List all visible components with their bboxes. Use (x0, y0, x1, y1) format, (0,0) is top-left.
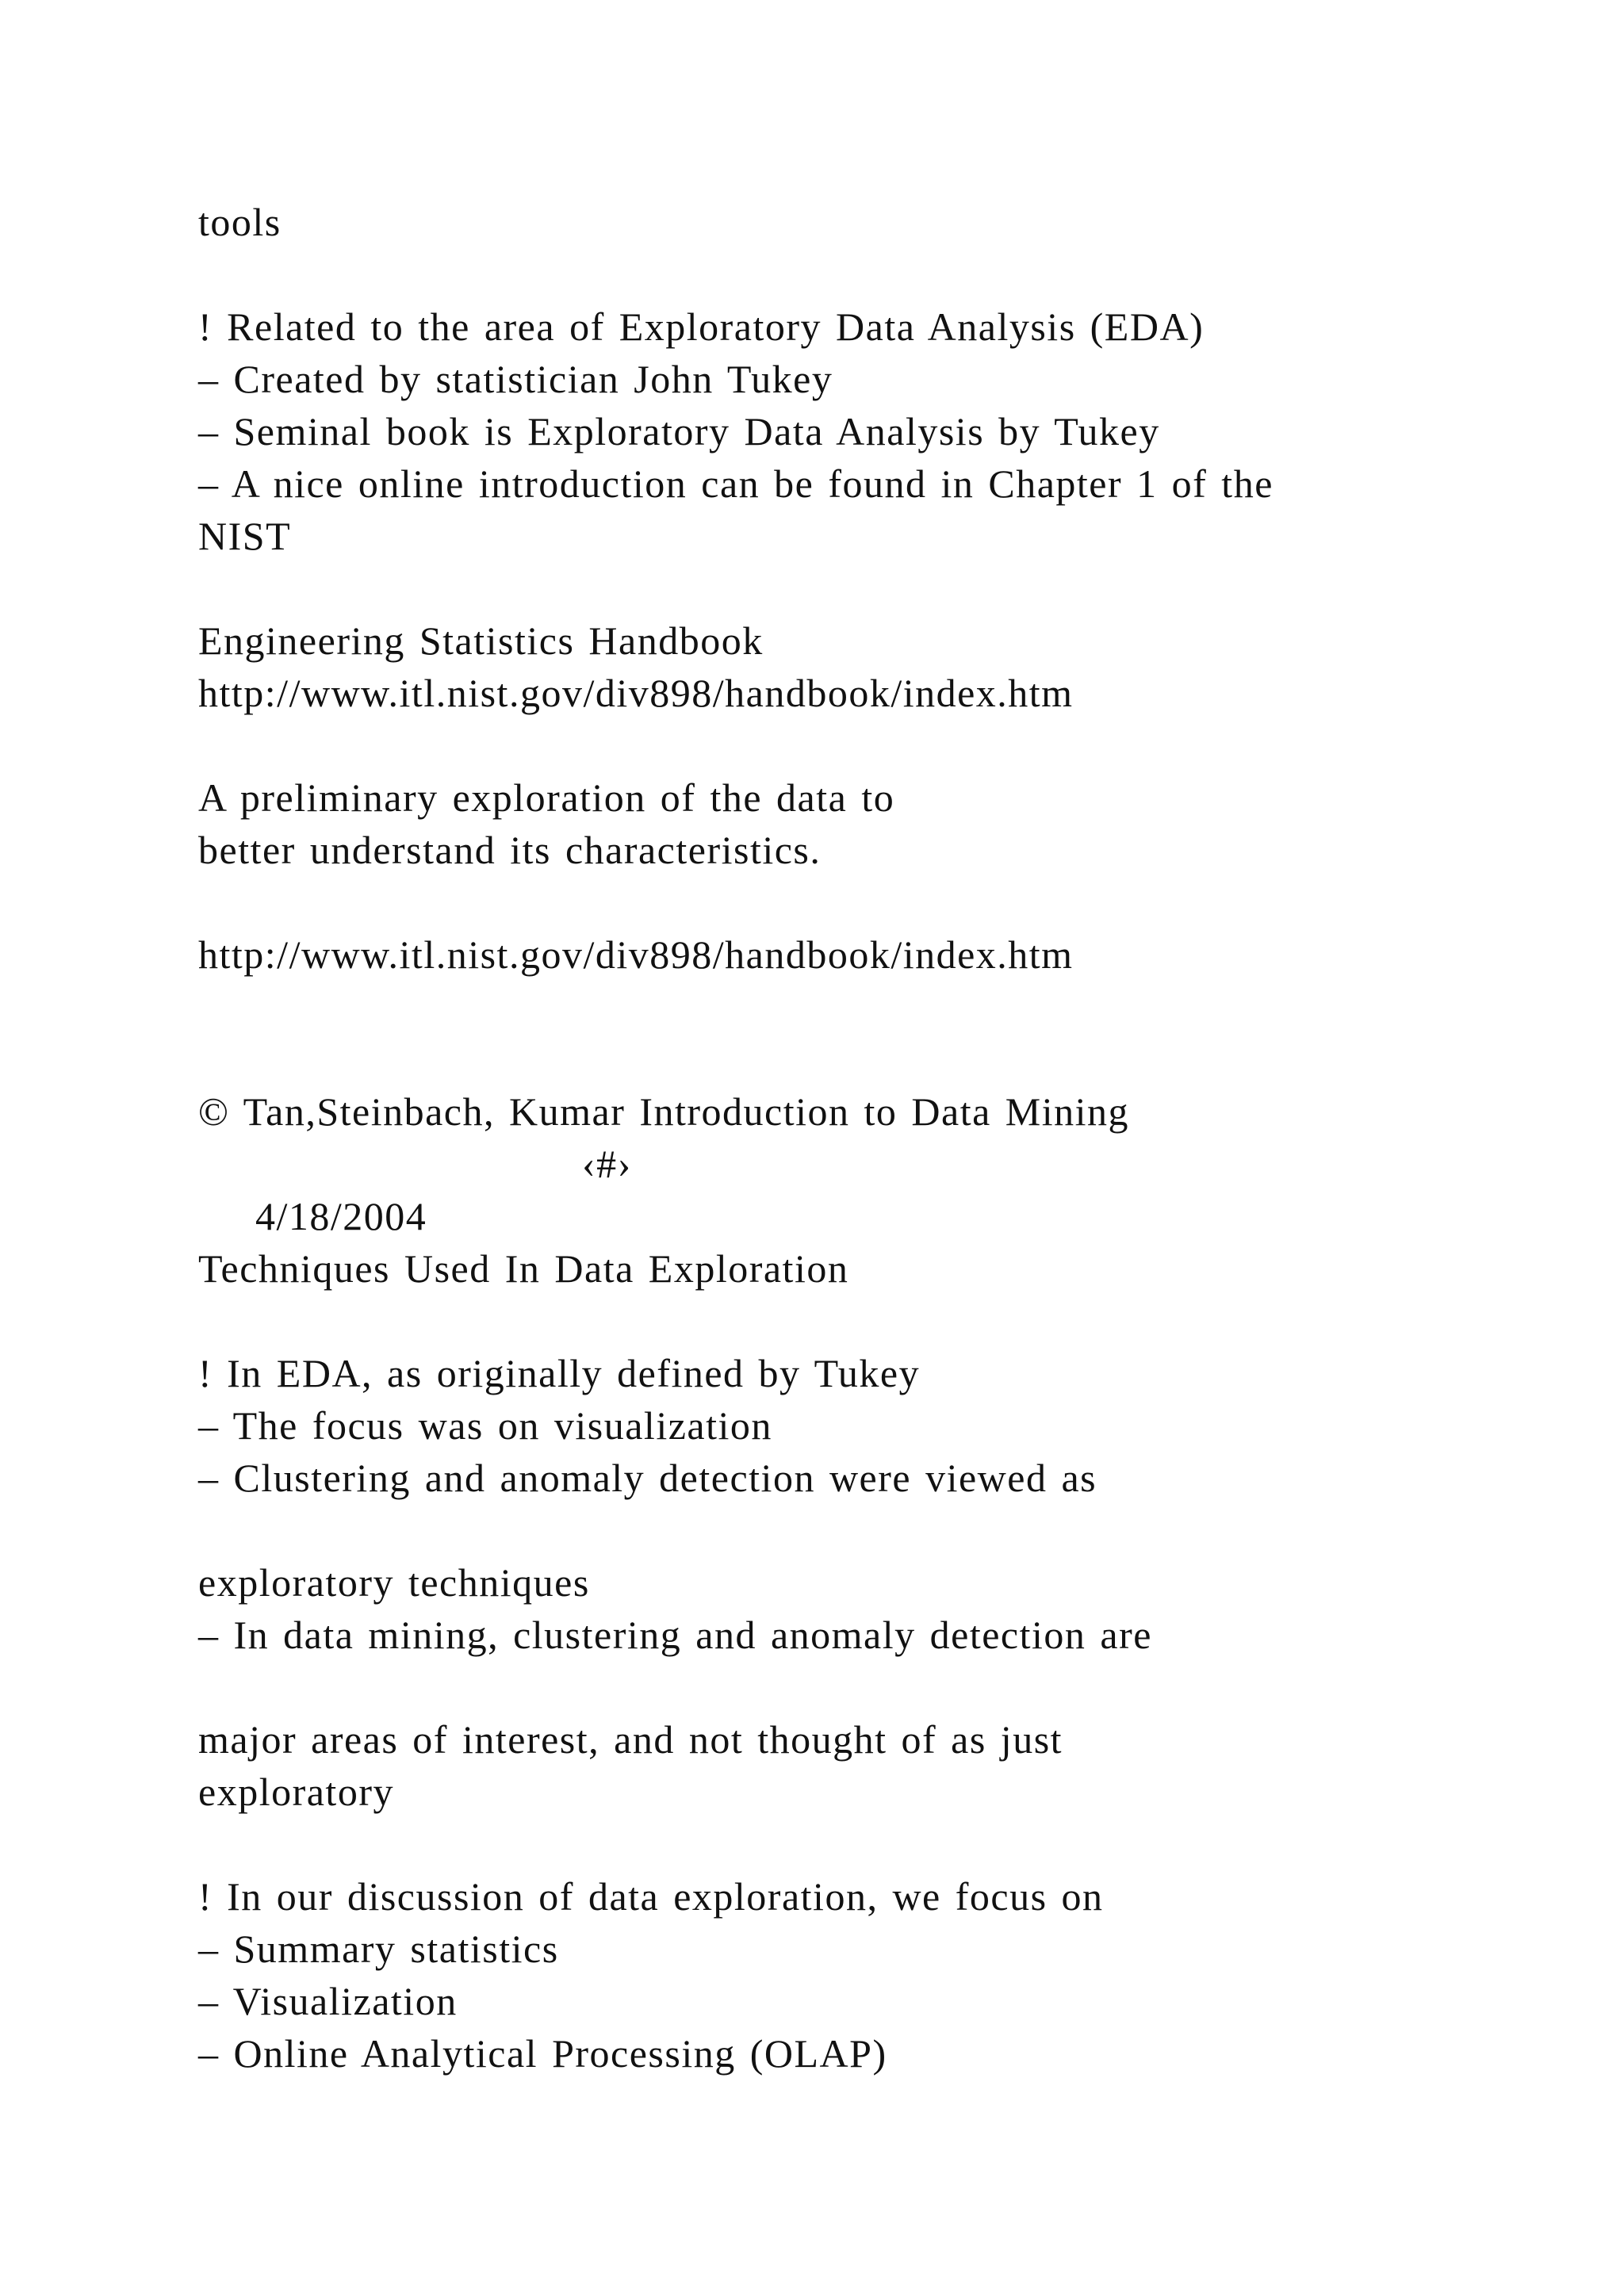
sub-bullet-tukey-created: – Created by statistician John Tukey (198, 357, 833, 401)
text-line-handbook-title: Engineering Statistics Handbook (198, 618, 764, 663)
sub-bullet-olap: – Online Analytical Processing (OLAP) (198, 2031, 887, 2076)
text-line-exploratory-techniques: exploratory techniques (198, 1560, 590, 1605)
section-heading: Techniques Used In Data Exploration (198, 1246, 849, 1291)
sub-bullet-online-intro: – A nice online introduction can be found in Chapter 1 of the (198, 461, 1274, 506)
slide-number-placeholder: ‹#› (582, 1142, 632, 1186)
text-line-preliminary: A preliminary exploration of the data to (198, 775, 895, 820)
text-line-characteristics: better understand its characteristics. (198, 828, 822, 872)
date-text: 4/18/2004 (255, 1194, 427, 1238)
sub-bullet-clustering-viewed: – Clustering and anomaly detection were viewed as (198, 1456, 1097, 1500)
copyright-line: © Tan,Steinbach, Kumar Introduction to Data Mining (198, 1089, 1130, 1134)
sub-bullet-summary-statistics: – Summary statistics (198, 1927, 559, 1971)
text-line-exploratory: exploratory (198, 1770, 394, 1814)
bullet-eda-related: ! Related to the area of Exploratory Data Analysis (EDA) (198, 304, 1205, 349)
bullet-eda-tukey: ! In EDA, as originally defined by Tukey (198, 1351, 921, 1395)
text-line-major-areas: major areas of interest, and not thought of as just (198, 1717, 1063, 1762)
bullet-our-discussion: ! In our discussion of data exploration, we focus on (198, 1874, 1104, 1919)
sub-bullet-visualization-focus: – The focus was on visualization (198, 1403, 772, 1448)
url-handbook-2: http://www.itl.nist.gov/div898/handbook/index.htm (198, 932, 1074, 977)
sub-bullet-visualization: – Visualization (198, 1979, 458, 2023)
text-line-nist: NIST (198, 514, 292, 558)
sub-bullet-seminal-book: – Seminal book is Exploratory Data Analysis by Tukey (198, 409, 1160, 453)
text-line-tools: tools (198, 200, 282, 244)
sub-bullet-data-mining: – In data mining, clustering and anomaly detection are (198, 1613, 1152, 1657)
url-handbook-1: http://www.itl.nist.gov/div898/handbook/index.htm (198, 671, 1074, 715)
